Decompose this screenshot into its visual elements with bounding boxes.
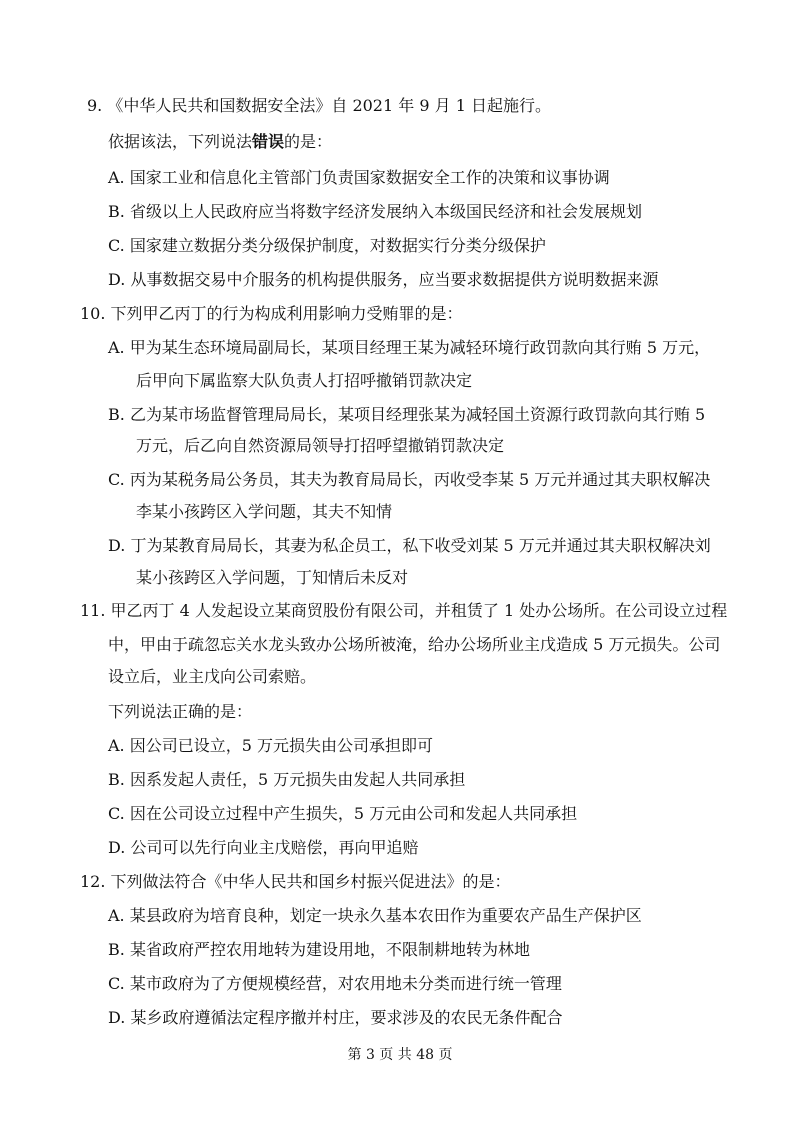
q10-option-b-cont: [136, 435, 504, 457]
q10-option-d-cont: [136, 567, 408, 589]
question-number: 9.: [87, 96, 103, 115]
question-stem: 下列做法符合《中华人民共和国乡村振兴促进法》的是：: [110, 872, 511, 891]
q10-option-a: [108, 337, 710, 359]
option-letter: A.: [108, 338, 125, 357]
prompt-suffix: 的是：: [284, 132, 333, 151]
option-letter: B.: [108, 770, 125, 789]
option-letter: C.: [108, 974, 125, 993]
option-letter: C.: [108, 804, 125, 823]
q11-prompt: [108, 701, 252, 723]
option-text-continued: 后甲向下属监察大队负责人打招呼撤销罚款决定: [136, 371, 473, 390]
prompt-emphasis: 错误: [252, 132, 285, 151]
option-text: 甲为某生态环境局副局长，某项目经理王某为减轻环境行政罚款向其行贿 5 万元，: [129, 338, 711, 357]
option-text: 某乡政府遵循法定程序撤并村庄，要求涉及的农民无条件配合: [130, 1008, 563, 1027]
page-footer: 第 3 页 共 48 页: [347, 1047, 453, 1063]
option-text-continued: 某小孩跨区入学问题，丁知情后未反对: [136, 568, 409, 587]
q11-stem-line-2: [108, 634, 720, 656]
option-text: 公司可以先行向业主戊赔偿，再向甲追赔: [130, 838, 419, 857]
question-stem: 《中华人民共和国数据安全法》自 2021 年 9 月 1 日起施行。: [107, 96, 551, 115]
option-text: 省级以上人民政府应当将数字经济发展纳入本级国民经济和社会发展规划: [129, 202, 642, 221]
q12-option-b: [108, 939, 530, 961]
q11-option-a: [108, 735, 433, 757]
option-text-continued: 万元，后乙向自然资源局领导打招呼望撤销罚款决定: [136, 436, 505, 455]
q9-option-a: [108, 167, 610, 189]
option-text-continued: 李某小孩跨区入学问题，其夫不知情: [136, 502, 393, 521]
option-text: 丙为某税务局公务员，其夫为教育局局长，丙收受李某 5 万元并通过其夫职权解决: [129, 470, 711, 489]
q11-option-c: [108, 803, 577, 825]
q9-stem-line: [87, 95, 551, 117]
option-text: 某省政府严控农用地转为建设用地，不限制耕地转为林地: [129, 940, 530, 959]
option-letter: D.: [108, 270, 126, 289]
q11-stem-line-3: [108, 666, 316, 688]
question-stem-continued: 设立后，业主戊向公司索赔。: [108, 667, 317, 686]
q10-option-b: [108, 404, 705, 426]
option-text: 乙为某市场监督管理局局长，某项目经理张某为减轻国土资源行政罚款向其行贿 5: [129, 405, 706, 424]
q12-option-a: [108, 905, 642, 927]
option-letter: A.: [108, 168, 125, 187]
option-letter: D.: [108, 1008, 126, 1027]
option-text: 某县政府为培育良种，划定一块永久基本农田作为重要农产品生产保护区: [129, 906, 642, 925]
q11-option-d: [108, 837, 418, 859]
prompt-prefix: 依据该法，下列说法: [108, 132, 253, 151]
q11-stem-line-1: [80, 600, 727, 622]
question-stem: 甲乙丙丁 4 人发起设立某商贸股份有限公司，并租赁了 1 处办公场所。在公司设立过程: [110, 601, 728, 620]
question-prompt: 下列说法正确的是：: [108, 702, 253, 721]
option-text: 丁为某教育局局长，其妻为私企员工，私下收受刘某 5 万元并通过其夫职权解决刘: [130, 536, 711, 555]
option-letter: D.: [108, 838, 126, 857]
option-text: 国家建立数据分类分级保护制度，对数据实行分类分级保护: [129, 236, 546, 255]
option-text: 从事数据交易中介服务的机构提供服务，应当要求数据提供方说明数据来源: [130, 270, 659, 289]
option-text: 因在公司设立过程中产生损失，5 万元由公司和发起人共同承担: [129, 804, 578, 823]
option-letter: A.: [108, 906, 125, 925]
q12-stem-line: [80, 871, 511, 893]
option-letter: D.: [108, 536, 126, 555]
q12-option-d: [108, 1007, 562, 1029]
q10-option-c-cont: [136, 501, 392, 523]
q9-option-c: [108, 235, 546, 257]
question-stem: 下列甲乙丙丁的行为构成利用影响力受贿罪的是：: [110, 304, 463, 323]
q9-prompt: [108, 131, 332, 153]
q10-option-d: [108, 535, 711, 557]
option-letter: A.: [108, 736, 125, 755]
question-number: 10.: [80, 304, 106, 323]
question-number: 11.: [80, 601, 106, 620]
q10-stem-line: [80, 303, 463, 325]
q11-option-b: [108, 769, 465, 791]
q9-option-b: [108, 201, 642, 223]
q9-option-d: [108, 269, 658, 291]
option-letter: C.: [108, 470, 125, 489]
q12-option-c: [108, 973, 562, 995]
q10-option-a-cont: [136, 370, 472, 392]
option-letter: B.: [108, 405, 125, 424]
option-letter: B.: [108, 202, 125, 221]
option-letter: B.: [108, 940, 125, 959]
option-letter: C.: [108, 236, 125, 255]
option-text: 因公司已设立，5 万元损失由公司承担即可: [129, 736, 434, 755]
question-number: 12.: [80, 872, 106, 891]
option-text: 国家工业和信息化主管部门负责国家数据安全工作的决策和议事协调: [129, 168, 610, 187]
q10-option-c: [108, 469, 710, 491]
question-stem-continued: 中，甲由于疏忽忘关水龙头致办公场所被淹，给办公场所业主戊造成 5 万元损失。公司: [108, 635, 721, 654]
option-text: 因系发起人责任，5 万元损失由发起人共同承担: [129, 770, 466, 789]
option-text: 某市政府为了方便规模经营，对农用地未分类而进行统一管理: [129, 974, 562, 993]
